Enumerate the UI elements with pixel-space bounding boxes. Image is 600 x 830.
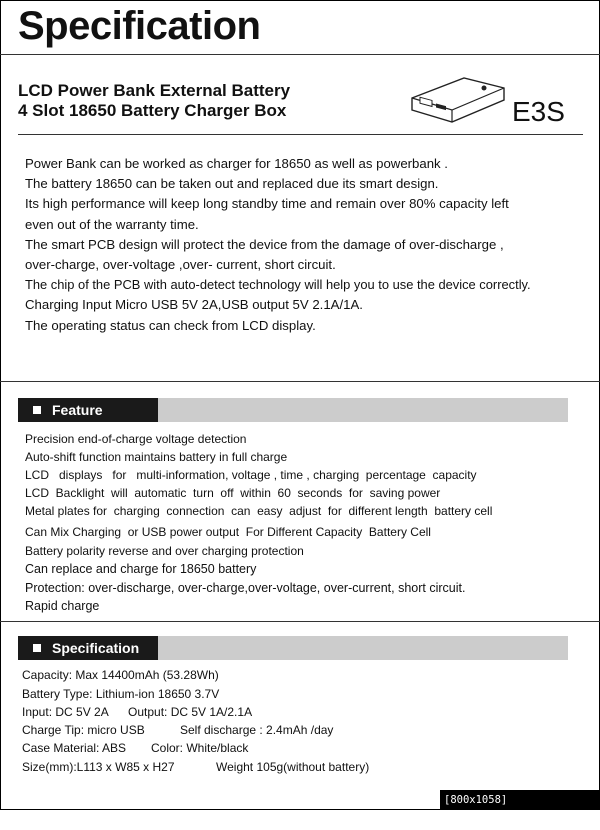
feature-item: Auto-shift function maintains battery in full charge — [25, 450, 288, 464]
specification-heading: Specification — [52, 640, 140, 656]
spec-case-material: Case Material: ABS — [22, 741, 127, 755]
intro-line: The smart PCB design will protect the device from the damage of over-discharge , — [25, 236, 504, 252]
intro-line: Charging Input Micro USB 5V 2A,USB output 5V 2.1A/1A. — [25, 297, 363, 313]
title-divider — [0, 54, 600, 55]
spec-self-discharge: Self discharge : 2.4mAh /day — [180, 723, 334, 737]
intro-line: Its high performance will keep long standby time and remain over 80% capacity left — [25, 196, 509, 212]
spec-weight: Weight 105g(without battery) — [216, 760, 370, 774]
intro-line: The chip of the PCB with auto-detect technology will help you to use the device correctly. — [25, 277, 531, 293]
spec-output: Output: DC 5V 1A/2.1A — [128, 705, 253, 719]
intro-line: even out of the warranty time. — [25, 216, 199, 232]
specification-header — [18, 636, 158, 660]
feature-item: Rapid charge — [25, 599, 100, 613]
intro-divider — [0, 381, 600, 382]
spec-capacity: Capacity: Max 14400mAh (53.28Wh) — [22, 668, 219, 682]
model-number: E3S — [512, 96, 565, 127]
feature-divider — [0, 621, 600, 622]
subtitle-line-1: LCD Power Bank External Battery — [18, 81, 291, 100]
intro-line: Power Bank can be worked as charger for 18650 as well as powerbank . — [25, 156, 448, 171]
spec-charge-tip: Charge Tip: micro USB — [22, 723, 145, 737]
feature-item: LCD Backlight will automatic turn off within 60 seconds for saving power — [25, 486, 441, 500]
feature-header-bar — [18, 398, 568, 422]
intro-text — [25, 154, 595, 336]
feature-item: Can replace and charge for 18650 battery — [25, 562, 257, 576]
feature-item: Protection: over-discharge, over-charge,over-voltage, over-current, short circuit. — [25, 581, 466, 595]
feature-header — [18, 398, 158, 422]
spec-color: Color: White/black — [151, 741, 249, 755]
bullet-square-icon — [33, 406, 41, 414]
feature-item: Battery polarity reverse and over charging protection — [25, 544, 304, 558]
intro-line: The operating status can check from LCD display. — [25, 317, 316, 333]
spec-size: Size(mm):L113 x W85 x H27 — [22, 760, 175, 774]
subtitle-line-2: 4 Slot 18650 Battery Charger Box — [18, 101, 287, 120]
page-title: Specification — [18, 4, 261, 48]
feature-item: Metal plates for charging connection can easy adjust for different length battery cell — [25, 504, 493, 518]
power-bank-device-icon — [408, 70, 508, 130]
feature-item: LCD displays for multi-information, voltage , time , charging percentage capacity — [25, 468, 477, 482]
spec-input: Input: DC 5V 2A — [22, 705, 109, 719]
intro-line: over-charge, over-voltage ,over- current, short circuit. — [25, 257, 336, 273]
specification-header-bar — [18, 636, 568, 660]
spec-battery-type: Battery Type: Lithium-ion 18650 3.7V — [22, 687, 220, 701]
feature-item: Can Mix Charging or USB power output For Different Capacity Battery Cell — [25, 525, 431, 539]
intro-line: The battery 18650 can be taken out and replaced due its smart design. — [25, 176, 439, 192]
feature-heading: Feature — [52, 402, 103, 418]
bullet-square-icon — [33, 644, 41, 652]
feature-item: Precision end-of-charge voltage detection — [25, 432, 247, 446]
image-host-watermark: [800x1058] https://upic.me/ — [440, 790, 600, 810]
header-divider — [18, 134, 583, 135]
